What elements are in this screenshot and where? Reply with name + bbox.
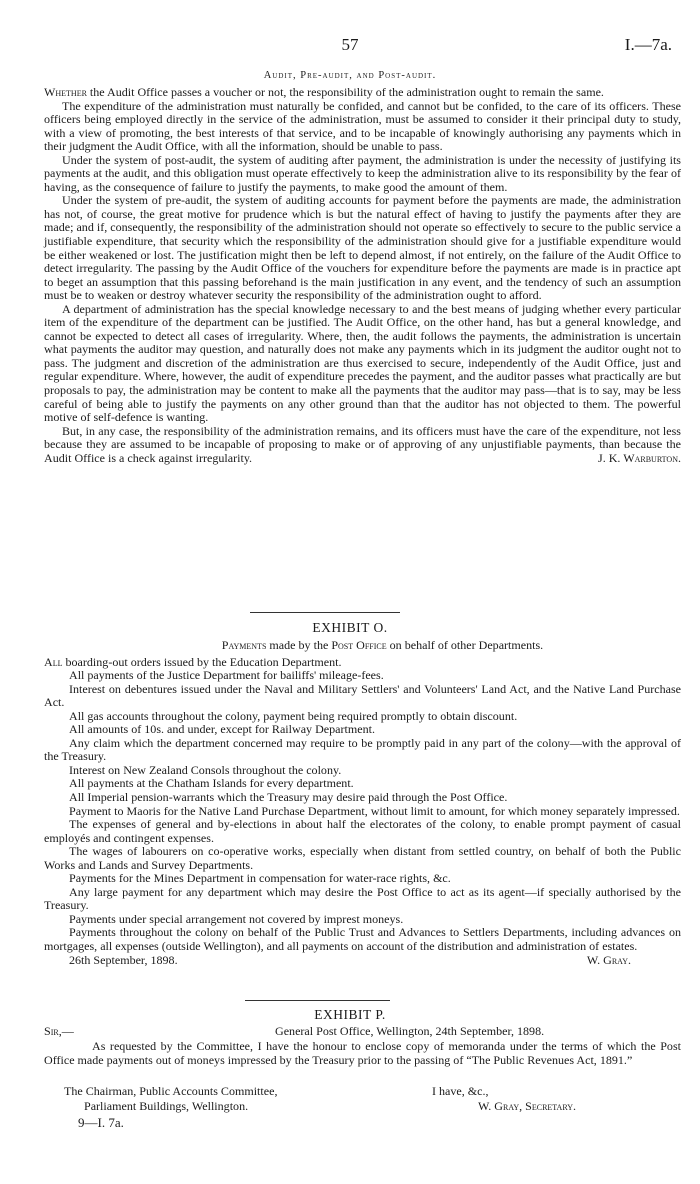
- list-item: Payments for the Mines Department in compensation for water-race rights, &c.: [69, 871, 451, 886]
- signature-gray: W. Gray.: [586, 952, 631, 967]
- list-item: All gas accounts throughout the colony, payment being required promptly to obtain discount.: [69, 708, 518, 723]
- list-item: All payments of the Justice Department for bailiffs' mileage-fees.: [69, 668, 384, 683]
- section-title: Audit, Pre-audit, and Post-audit.: [263, 70, 437, 81]
- paragraph: Under the system of pre-audit, the system of auditing accounts for payment before the payments are made, the administration has not, of course, the great motive for prudence which is but the natural effect of having to justify the payments after they are made; and if, consequently, the responsibility of the administration should not operate so effectively to secure to the public service a justifiable expenditure, that security which the responsibility of the administration should give for a justifiable expenditure would be either weakened or lost. The justification might then be left to depend almost, if not entirely, on the failure of the Audit Office to detect irregularity. The passing by the Audit Office of the vouchers for expenditure before the payments are made is in practice apt to beget an assumption that this passing beforehand is the main justification in any event, and the tendency of such an assumption must be to weaken or destroy whatever security the responsibility of the administration ought to afford.: [44, 193, 681, 303]
- paragraph: Under the system of post-audit, the system of auditing after payment, the administration is under the necessity of justifying its payments at the audit, and this obligation must operate effectively to keep the administration alive to its responsibility by the fear of having, as the consequence of failure to justify the payments, to make good the amount of them.: [44, 152, 681, 194]
- list-item: The expenses of general and by-elections in about half the electorates of the colony, to enable prompt payment of casual employés and contingent expenses.: [44, 817, 681, 845]
- salutation: Sir,—: [44, 1024, 74, 1038]
- exhibit-o-body: [44, 639, 681, 967]
- list-item: Any claim which the department concerned may require to be promptly paid in any part of the colony—with the approval of the Treasury.: [44, 735, 681, 764]
- exhibit-o-dateline: 26th September, 1898. W. Gray.: [69, 952, 631, 967]
- list-item: Payment to Maoris for the Native Land Purchase Department, without limit to amount, for which money separately impressed.: [69, 803, 680, 818]
- list-item: Interest on New Zealand Consols throughout the colony.: [69, 762, 342, 777]
- exhibit-o-heading: EXHIBIT O.: [312, 620, 388, 635]
- list-item: Payments throughout the colony on behalf of the Public Trust and Advances to Settlers Departments, including advances on mortgages, all expenses (outside Wellington), and all payments on account of the distribution and administration of estates.: [44, 925, 681, 954]
- list-item: Any large payment for any department which may desire the Post Office to act as its agent—if specially authorised by the Treasury.: [44, 884, 681, 913]
- opening-word: Whether: [44, 85, 87, 99]
- list-item: The wages of labourers on co-operative works, especially when distant from settled country, on behalf of both the Public Works and Lands and Survey Departments.: [44, 844, 681, 872]
- page-number: 57: [341, 35, 359, 54]
- divider: [250, 612, 400, 613]
- list-item: All payments at the Chatham Islands for every department.: [69, 776, 354, 791]
- list-item: All Imperial pension-warrants which the Treasury may desire paid through the Post Office.: [69, 790, 508, 805]
- paragraph: Whether the Audit Office passes a voucher or not, the responsibility of the administration ought to remain the same.: [44, 85, 604, 99]
- letter-body: As requested by the Committee, I have the honour to enclose copy of memoranda under the terms of which the Post Office made payments out of moneys impressed by the Treasury prior to the passing of “The Public Revenues Act, 1891.”: [44, 1039, 681, 1067]
- exhibit-o-subtitle: Payments made by the Post Office on behalf of other Departments.: [221, 638, 544, 652]
- document-reference: I.—7a.: [624, 35, 672, 54]
- list-item: Payments under special arrangement not covered by imprest moneys.: [69, 911, 404, 926]
- divider: [245, 1000, 390, 1001]
- paragraph: But, in any case, the responsibility of the administration remains, and its officers must have the care of the expenditure, not less because they are assumed to be incapable of proposing to make or of approving of any unjustifiable payments, than because the Audit Office is a check against irregularity. J. K. Warburton.: [44, 423, 681, 465]
- signature-secretary: W. Gray, Secretary.: [478, 1099, 577, 1113]
- closing: I have, &c.,: [432, 1084, 489, 1098]
- sheet-mark: 9—I. 7a.: [78, 1115, 124, 1130]
- paragraph: The expenditure of the administration must naturally be confided, and cannot but be confided, to the care of its officers. These officers being employed directly in the service of the administration, must be assumed to consider it their principal duty to study, with a view of promoting, the best interests of that service, and to be incapable of knowingly authorising any payments which in their judgment the Audit Office, with all the information, should be unable to pass.: [44, 98, 681, 154]
- sender-address: General Post Office, Wellington, 24th September, 1898.: [275, 1024, 545, 1038]
- addressee-line-1: The Chairman, Public Accounts Committee,: [64, 1084, 278, 1098]
- exhibit-p-heading: EXHIBIT P.: [314, 1007, 386, 1022]
- list-item: Interest on debentures issued under the Naval and Military Settlers' and Volunteers' Land Act, and the Native Land Purchase Act.: [44, 681, 681, 710]
- list-item: All amounts of 10s. and under, except for Railway Department.: [69, 722, 375, 737]
- signature-warburton: J. K. Warburton.: [598, 450, 681, 465]
- audit-memo-body: [44, 86, 681, 465]
- addressee-line-2: Parliament Buildings, Wellington.: [84, 1099, 249, 1113]
- list-item: All boarding-out orders issued by the Education Department.: [44, 654, 342, 669]
- paragraph: A department of administration has the special knowledge necessary to and the best means of judging whether every particular item of the expenditure of the department can be justified. The Audit Office, on the other hand, has but a general knowledge, and cannot be expected to detect all cases of irregularity. Where, then, the audit follows the payments, the administration is uncertain what payments the auditor may question, and naturally does not make any payments which in its judgment the auditor ought not to pass. The judgment and discretion of the administration are thus exercised to secure, independently of the Audit Office, just and regular expenditure. Where, however, the audit of expenditure precedes the payment, and the auditor passes what practically are but proposals to pay, the administration may be content to make all the payments that the auditor may pass—that is to say, may be less careful of being able to justify the payments on any other ground than that the auditor has not objected to them. The powerful motive of self-defence is wanting.: [44, 301, 681, 425]
